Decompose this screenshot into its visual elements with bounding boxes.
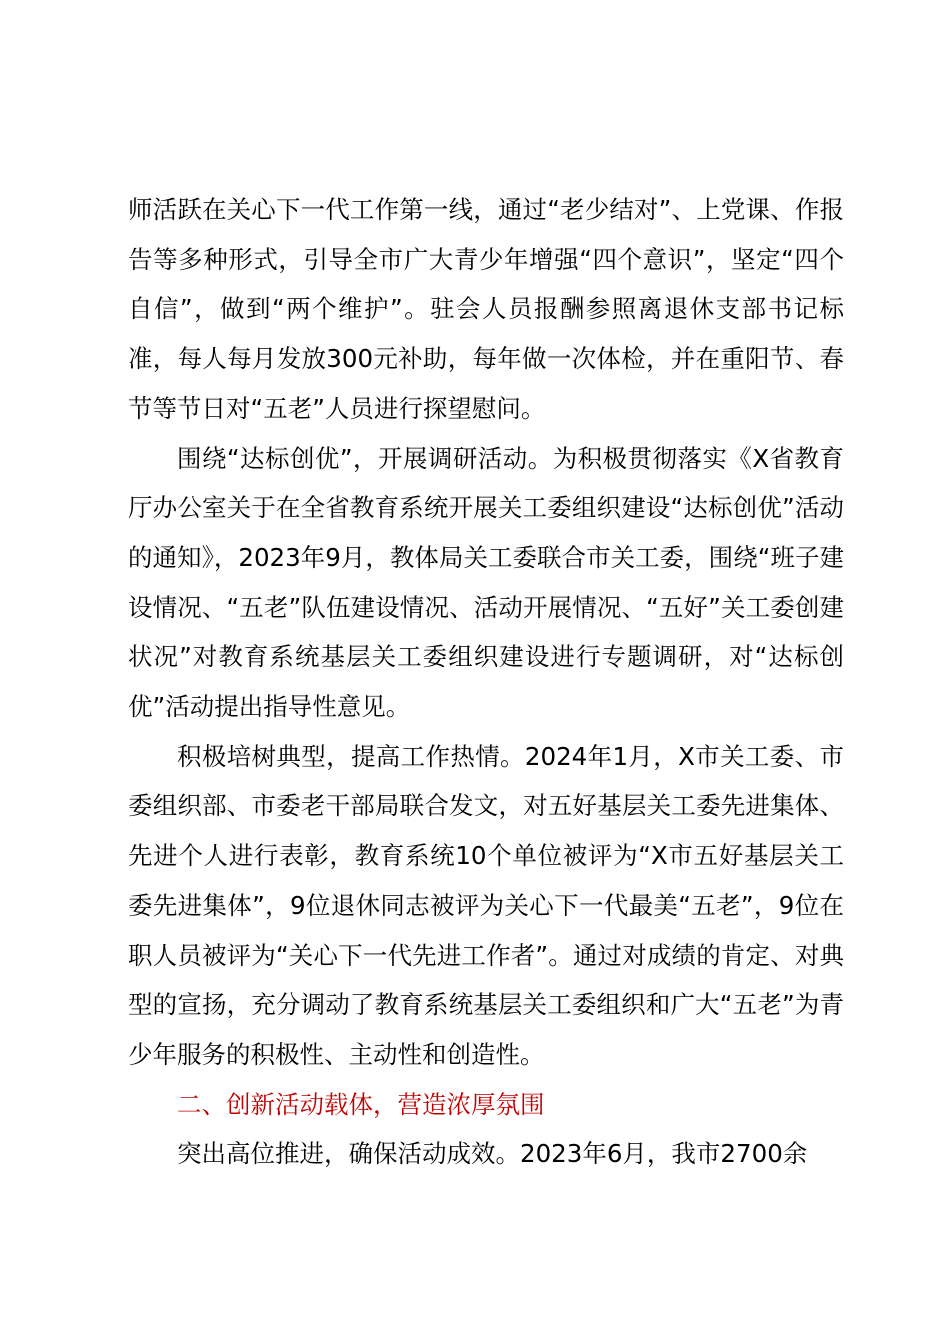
section-heading: 二、创新活动载体，营造浓厚氛围: [177, 1089, 545, 1119]
paragraph-research: 围绕“达标创优”，开展调研活动。为积极贯彻落实《X省教育厅办公室关于在全省教育系统开展关工委组织建设“达标创优”活动的通知》，2023年9月，教体局关工委联合市关工委，围绕“班子建设情况、“五老”队伍建设情况、活动开展情况、“五好”关工委创建状况”对教育系统基层关工委组织建设进行专题调研，对“达标创优”活动提出指导性意见。: [128, 443, 844, 722]
paragraph-models: 积极培树典型，提高工作热情。2024年1月，X市关工委、市委组织部、市委老干部局联合发文，对五好基层关工委先进集体、先进个人进行表彰，教育系统10个单位被评为“X市五好基层关工委先进集体”，9位退休同志被评为关心下一代最美“五老”，9位在职人员被评为“关心下一代先进工作者”。通过对成绩的肯定、对典型的宣扬，充分调动了教育系统基层关工委组织和广大“五老”为青少年服务的积极性、主动性和创造性。: [128, 741, 844, 1069]
document-body: [128, 185, 844, 1179]
paragraph-continuation: 师活跃在关心下一代工作第一线，通过“老少结对”、上党课、作报告等多种形式，引导全市广大青少年增强“四个意识”，坚定“四个自信”，做到“两个维护”。驻会人员报酬参照离退休支部书记标准，每人每月发放300元补助，每年做一次体检，并在重阳节、春节等节日对“五老”人员进行探望慰问。: [128, 195, 844, 423]
paragraph-activities: 突出高位推进，确保活动成效。2023年6月，我市2700余: [177, 1139, 808, 1169]
